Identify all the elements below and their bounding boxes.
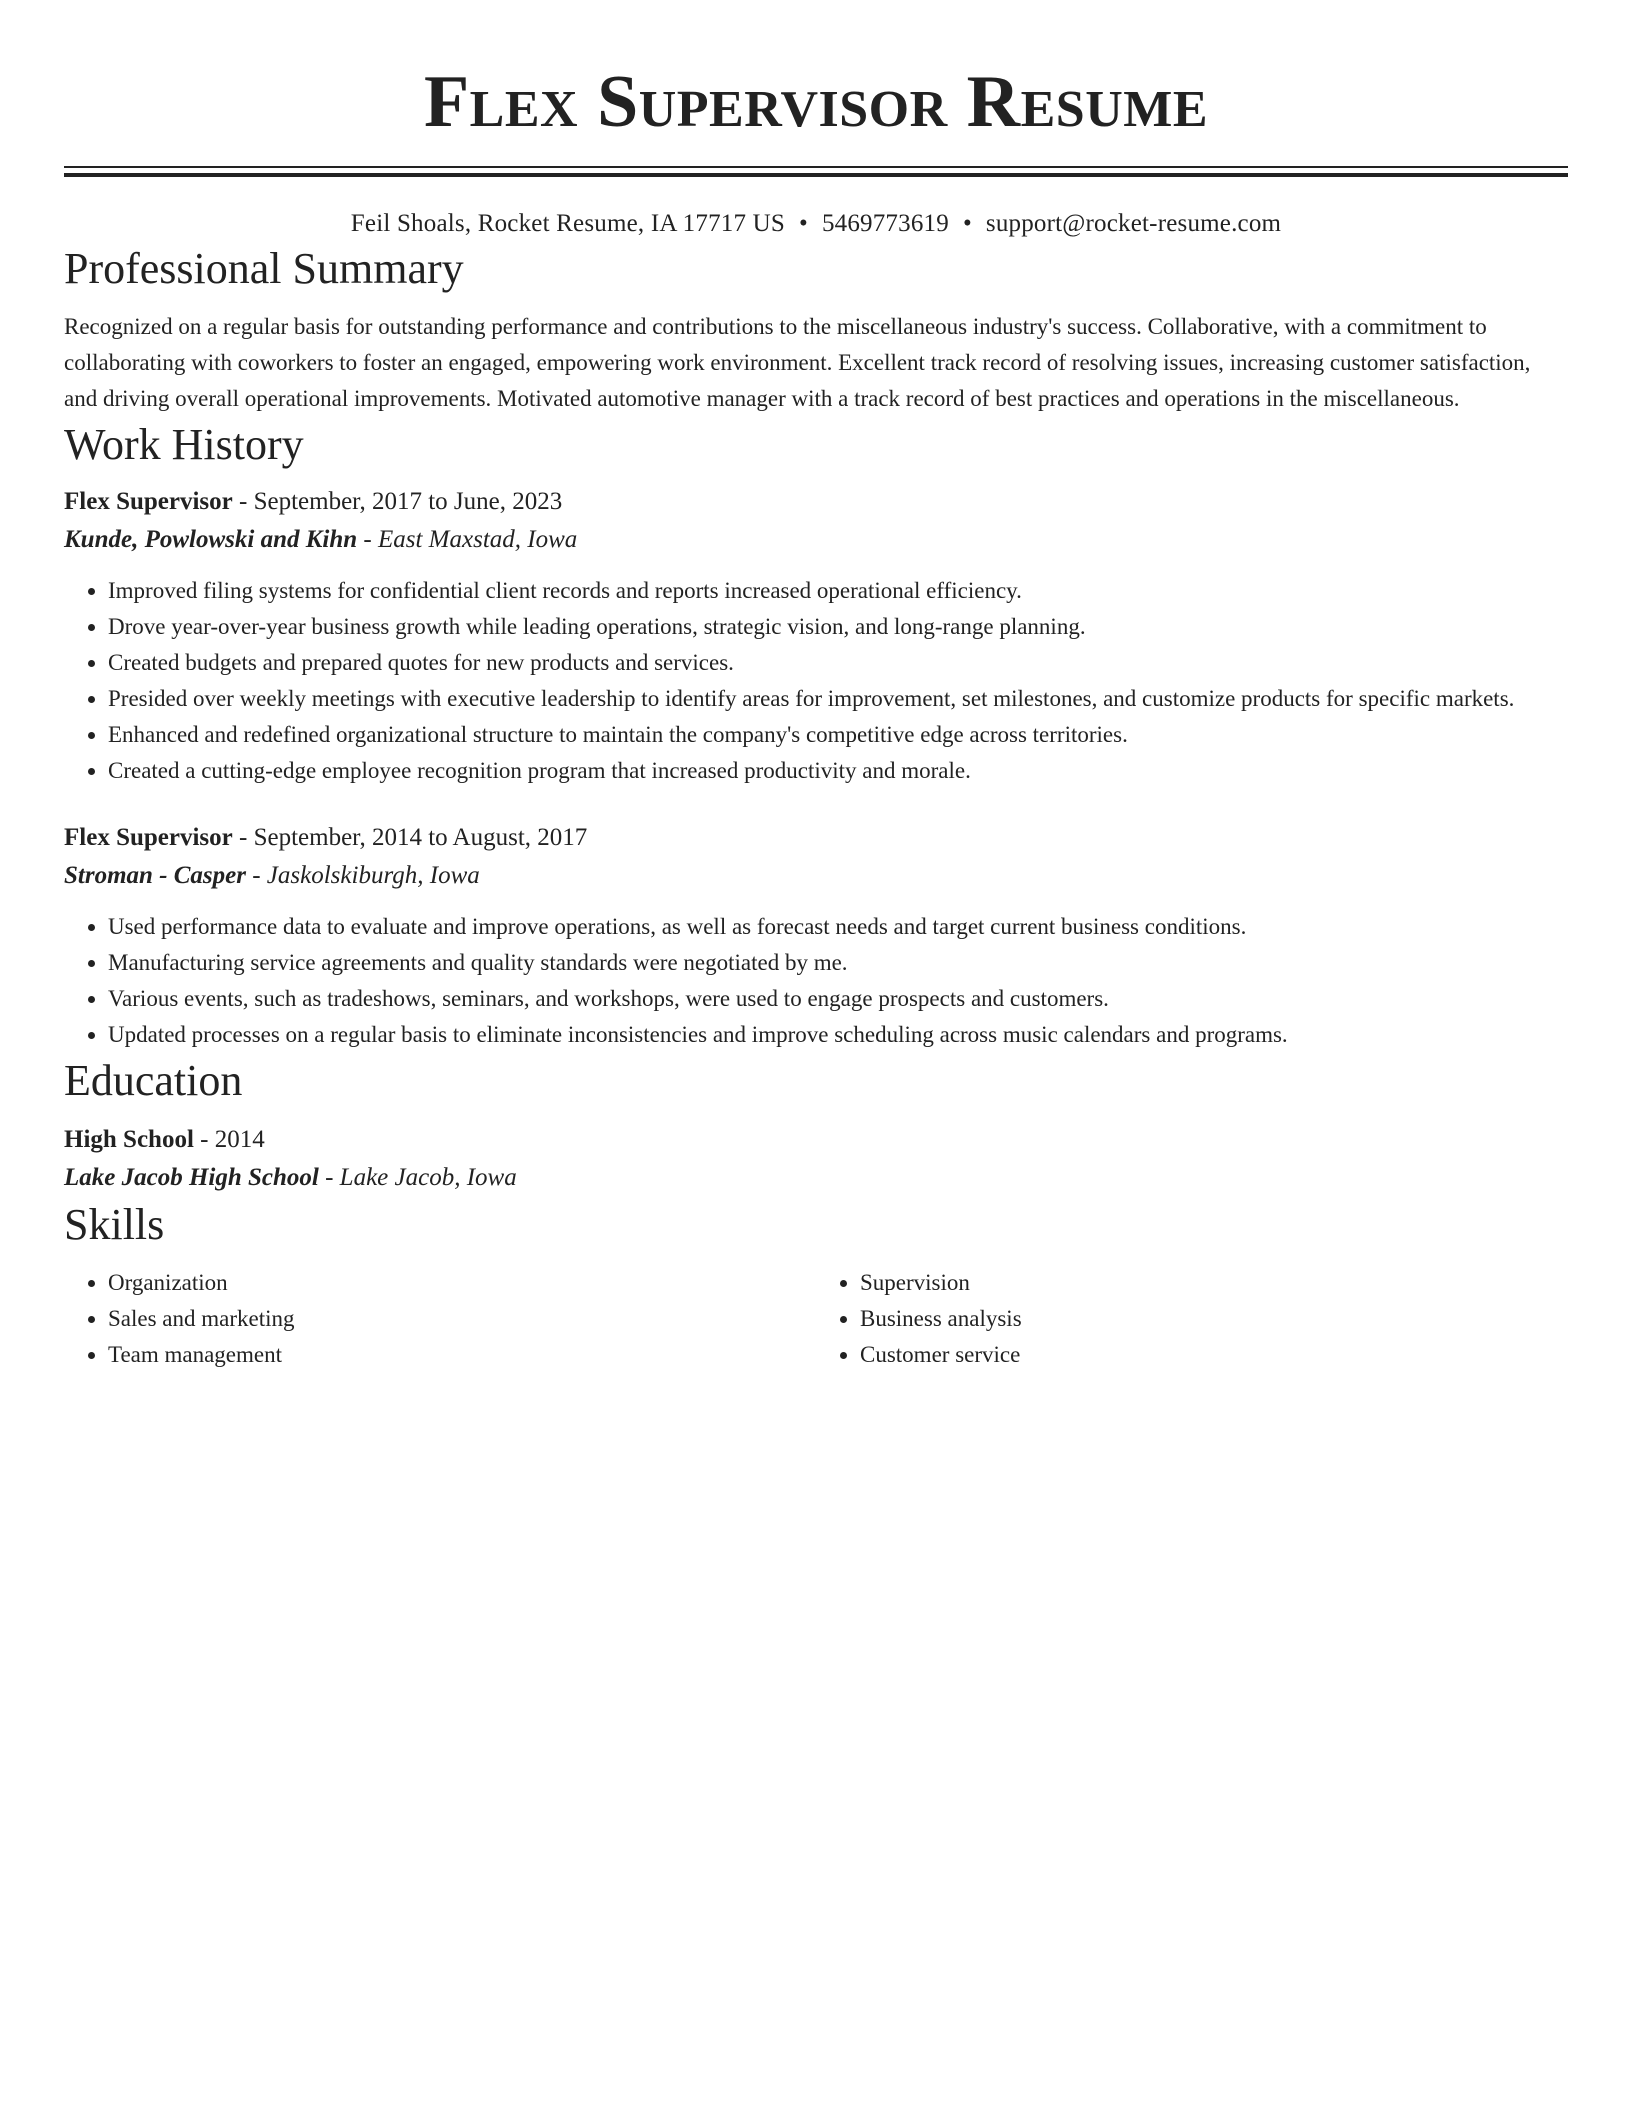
list-item: • Created a cutting-edge employee recognition program that increased productivity and morale. <box>108 753 1568 789</box>
job-bullets <box>64 909 1568 1053</box>
job-company: Stroman - Casper <box>64 862 246 889</box>
list-item: • Drove year-over-year business growth while leading operations, strategic vision, and long-range planning. <box>108 609 1568 645</box>
education-school: Lake Jacob High School <box>64 1164 319 1191</box>
education-entry <box>64 1121 1568 1197</box>
job-title-line <box>64 483 1568 521</box>
list-item: • Various events, such as tradeshows, seminars, and workshops, were used to engage prospects and customers. <box>108 981 1568 1017</box>
education-degree-line <box>64 1121 1568 1159</box>
contact-line <box>64 207 1568 241</box>
list-item: • Used performance data to evaluate and improve operations, as well as forecast needs and target current business conditions. <box>108 909 1568 945</box>
list-item: • Presided over weekly meetings with executive leadership to identify areas for improvement, set milestones, and customize products for specific markets. <box>108 681 1568 717</box>
job-entry <box>64 483 1568 789</box>
skills-grid <box>64 1265 1568 1373</box>
section-heading-education: Education <box>64 1056 243 1105</box>
skill-item: • Organization <box>108 1265 816 1301</box>
job-dates: - September, 2017 to June, 2023 <box>232 488 563 515</box>
education-location: - Lake Jacob, Iowa <box>318 1164 517 1191</box>
list-item: • Created budgets and prepared quotes for new products and services. <box>108 645 1568 681</box>
title-double-rule <box>64 166 1568 177</box>
job-location: - East Maxstad, Iowa <box>357 526 578 553</box>
job-title-line <box>64 819 1568 857</box>
summary-text: Recognized on a regular basis for outstanding performance and contributions to the miscellaneous industry's success. Collaborative, with a commitment to collaborating with coworkers to foster an engaged, empowering work environment. Excellent track record of resolving issues, increasing customer satisfaction, and driving overall operational improvements. Motivated automotive manager with a track record of best practices and operations in the miscellaneous. <box>64 314 1531 411</box>
list-item: • Manufacturing service agreements and quality standards were negotiated by me. <box>108 945 1568 981</box>
skill-item: • Sales and marketing <box>108 1301 816 1337</box>
job-location: - Jaskolskiburgh, Iowa <box>245 862 480 889</box>
education-degree: High School <box>64 1126 194 1153</box>
section-heading-work-history: Work History <box>64 420 304 469</box>
job-title: Flex Supervisor <box>64 488 233 515</box>
job-company: Kunde, Powlowski and Kihn <box>64 526 358 553</box>
skills-column-right <box>816 1265 1568 1373</box>
education-school-line <box>64 1159 1568 1197</box>
separator-dot: • <box>962 210 972 237</box>
skill-item: • Team management <box>108 1337 816 1373</box>
skills-column-left <box>64 1265 816 1373</box>
job-bullets <box>64 573 1568 789</box>
job-title: Flex Supervisor <box>64 824 233 851</box>
separator-dot: • <box>798 210 808 237</box>
list-item: • Enhanced and redefined organizational structure to maintain the company's competitive edge across territories. <box>108 717 1568 753</box>
job-company-line <box>64 521 1568 559</box>
section-heading-skills: Skills <box>64 1200 165 1249</box>
contact-email: support@rocket-resume.com <box>985 210 1282 237</box>
skill-item: • Business analysis <box>860 1301 1568 1337</box>
contact-address: Feil Shoals, Rocket Resume, IA 17717 US <box>350 210 785 237</box>
list-item: • Updated processes on a regular basis to eliminate inconsistencies and improve scheduling across music calendars and programs. <box>108 1017 1568 1053</box>
resume-title: Flex Supervisor Resume <box>423 61 1209 143</box>
job-dates: - September, 2014 to August, 2017 <box>232 824 588 851</box>
skill-item: • Supervision <box>860 1265 1568 1301</box>
job-company-line <box>64 857 1568 895</box>
skill-item: • Customer service <box>860 1337 1568 1373</box>
job-entry <box>64 819 1568 1053</box>
contact-phone: 5469773619 <box>821 210 949 237</box>
section-heading-summary: Professional Summary <box>64 244 464 293</box>
education-year: - 2014 <box>193 1126 265 1153</box>
list-item: • Improved filing systems for confidential client records and reports increased operational efficiency. <box>108 573 1568 609</box>
